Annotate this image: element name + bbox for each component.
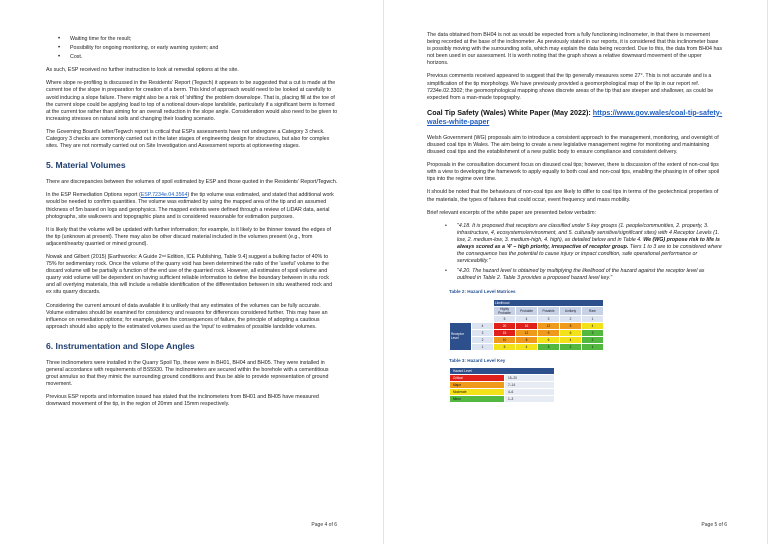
superscript: nd [161,253,166,258]
receptor-value: 4 [472,322,494,329]
report-link[interactable]: ESP.7234e.04.3564 [140,192,188,199]
key-range: 7–14 [505,381,555,388]
table-row [450,367,555,374]
matrix-cell: 3 [538,343,560,350]
table-cell [472,315,494,322]
white-paper-link[interactable]: https://www.gov.wales/coal-tip-safety-wales-white-paper [427,107,723,127]
heading-text: Coal Tip Safety (Wales) White Paper (May 2022): [427,107,593,117]
receptor-level-header: Receptor Level [450,322,472,350]
paragraph-governing: The Governing Board's letter/Tegwch report is critical that ESPs assessments have not undergone a Category 3 check. Category 3 checks are commonly carried out in the later stages of engineering design for structures, but also for complex sites. They are not normally carried out on Site Investigation and Assessment reports at optioneering stages. [46,128,330,150]
matrix-cell: 2 [560,343,582,350]
matrix-cell: 4 [560,336,582,343]
receptor-value: 1 [472,343,494,350]
matrix-cell: 3 [582,329,604,336]
list-item: • "4.20. The hazard level is obtained by multiplying the likelihood of the hazard against the receptor level as outlined in Table 2. Table 3 provides a proposed hazard level key." [445,268,723,282]
matrix-cell: 15 [494,329,516,336]
paragraph-proposals: Proposals in the consultation document focus on disused coal tips; however, there is discussion of the extent of non-coal tips with a view to developing the framework to apply equally to both coal and non-coal tips, enabling the phasing in of other spoil tips into the regime over time. [427,162,720,183]
table-cell [472,306,494,315]
column-header: Rare [582,306,604,315]
text-span: "4.18. It is proposed that receptors are classified under 5 key groups (1. people/communities, 2. property, 3. infrastructure, 4, ecosystems/environment, and 5. culturally sensitive/significant sites) with 4 Receptor Levels (1. low, 2. medium-low, 3. medium-high, 4. high), as detailed below and in Table 4. [457,222,720,243]
table-cell [450,299,472,306]
matrix-cell: 5 [494,343,516,350]
column-value: 2 [560,315,582,322]
matrix-cell: 9 [538,329,560,336]
matrix-cell: 8 [560,322,582,329]
table-cell [472,299,494,306]
table-row [450,306,604,315]
paragraph-wg: Welsh Government (WG) proposals aim to introduce a consistent approach to the management, monitoring, and oversight of disused coal tips in Wales. The aim being to create a new legislative management regime for monitoring and maintaining disused coal tips and the establishment of a new public body to ensure compliance and consistent delivery. [427,134,719,156]
hazard-tables-figure [449,288,649,402]
page-5 [384,0,768,544]
table-cell [450,315,472,322]
column-header: Highly Probable [494,306,516,315]
likelihood-header: Likelihood [494,299,604,306]
heading-instrumentation: 6. Instrumentation and Slope Angles [46,340,195,351]
text-span: Tiers 1 to 3 are to be considered where the consequence has the potential to cause injury or impact condition, safe operational performance or serviceability." [457,243,722,265]
table-row [450,315,604,322]
text-span: ) the tip volume was estimated, and stated that additional work would be needed to confirm quantities. The volume was estimated by using the mapped area of the tip and an assumed thickness of 5m based on logs and geophysics. The mapped extents were defined through a review of LiDAR data, aerial photographs, site walkovers and topographic plans and is considered reasonable for estimation purposes. [46,192,334,220]
matrix-cell: 8 [516,336,538,343]
text-span: Nowak and Gilbert (2015) [Earthworks: A Guide 2 [46,253,162,260]
paragraph-brief: Brief relevant excerpts of the white paper are presented below verbatim: [427,209,597,216]
text-span: Edition, ICE Publishing, Table 9.4] suggest a bulking factor of 40% to 75% for sedimentary rock. Once the volume of the quarry void has been determined the ratio of the 'useful' volume to the discard volume will be partially a function of the end use of the quarried rock. However, all estimates of spoil volume and quarry void volume will be dependent on having sufficient reliable information to define the boundary between in situ rock and all overlying materials, this will include a reliable identification of the differentiation between in situ weathered rock and ex situ quarry discards. [46,253,333,296]
text-span: In the ESP Remediation Options report ( [46,192,141,199]
page-number: Page 5 of 6 [701,522,727,528]
list-item [445,223,723,266]
text-bold: We (WG) propose risk to life is always scored as a '4' – high priority, irrespective of receptor group. [457,236,720,250]
list-item: • Cost. [60,54,339,61]
excerpt-list [445,223,723,283]
receptor-value: 3 [472,329,494,336]
paragraph-discrepancies: There are discrepancies between the volumes of spoil estimated by ESP and those quoted in the Residents' Report/Tegwch. [46,179,338,186]
key-range: 1–3 [505,395,555,402]
column-header: Unlikely [560,306,582,315]
key-range: 4–6 [505,388,555,395]
table-row [450,322,604,329]
table-row [450,374,555,381]
column-value: 1 [582,315,604,322]
key-header: Hazard Level [450,367,555,374]
heading-material-volumes: 5. Material Volumes [46,160,126,171]
paragraph-remediation [46,192,339,220]
table-row [450,395,555,402]
paragraph-comments: Previous comments received appeared to suggest that the tip generally measures some 27°. This is not accurate and is a simplification of the tip morphology. We have previously provided a geomorphological map of the tip in our report ref. 7234e.02.3302; the geomorphological mapping shows discrete areas of the tip that are steeper and shallower, as could be expected from a man-made topography. [427,73,714,101]
key-range: 15–20 [505,374,555,381]
matrix-cell: 1 [582,343,604,350]
matrix-cell: 16 [516,322,538,329]
paragraph-nowak [46,254,339,297]
paragraph-likely: It is likely that the volume will be updated with further information; for example, is it likely to be thinner toward the edges of the tip (unknown at present). There may also be other discard material included in the volumes present (e.g., from adjacent/nearby quarried or mined ground). [46,226,331,247]
matrix-cell: 4 [582,322,604,329]
paragraph-inclinometers: Three inclinometers were installed in the Quarry Spoil Tip, these were in BH01, BH04 and BH05. They were installed in general accordance with requirements of BS5930. The inclinometers are secured within the borehole with a cementitious grout annulus so that they mimic the surrounding ground conditions and thus be able to provide representation of ground movement. [46,359,329,388]
page-number: Page 4 of 6 [311,522,337,528]
table-row [450,388,555,395]
matrix-cell: 10 [494,336,516,343]
column-value: 4 [516,315,538,322]
paragraph-considering: Considering the current amount of data available it is unlikely that any estimates of the volumes can be fully accurate. Volume estimates should be examined for consistency and reasons for differences considered further. This may have an influence on remediation options; for example, given the consequences of failure, the principle of adopting a cautious approach should also apply to the estimated volumes used as the 'input' to estimates of possible landslide volumes. [46,302,328,330]
paragraph-behaviours: It should be noted that the behaviours of non-coal tips are likely to differ to coal tips in terms of the geotechnical properties of the materials, the types of failures that could occur, event frequency and mass mobility. [427,189,719,203]
key-label: Critical [450,374,505,381]
list-item: • Waiting time for the result; [60,36,339,43]
matrix-cell: 12 [516,329,538,336]
key-label: Moderate [450,388,505,395]
table-cell [450,306,472,315]
matrix-cell: 4 [516,343,538,350]
list-item: • Possibility for ongoing monitoring, or early warning system; and [60,45,339,52]
paragraph-bh04: The data obtained from BH04 is not as would be expected from a fully functioning inclinometer, in that there is movement being recorded at the base of the inclinometer. As previously stated in our reports, it is considered that this inclinometer base is possibly moving with the surrounding soils, which may explain the data being recorded. Due to this, the data from BH04 has not been used in our assessment. It is worth noting that the graph shows a relative downward movement of the upper horizons. [427,32,723,67]
column-header: Probable [516,306,538,315]
paragraph-received: As such, ESP received no further instruction to look at remedial options at the site. [46,67,239,74]
matrix-cell: 12 [538,322,560,329]
page-4-content [46,36,339,414]
receptor-value: 2 [472,336,494,343]
page-5-content [427,32,723,403]
table-row [450,336,604,343]
matrix-cell: 6 [538,336,560,343]
column-value: 3 [538,315,560,322]
key-label: Minor [450,395,505,402]
heading-white-paper [427,108,723,127]
table-row [450,343,604,350]
table3-title: Table 3: Hazard Level Key [449,357,506,363]
matrix-cell: 2 [582,336,604,343]
column-header: Possible [538,306,560,315]
matrix-cell: 20 [494,322,516,329]
paragraph-previous: Previous ESP reports and information issued has stated that the inclinometers from BH01 and BH05 have measured downward movement of the tip, in the region of 20mm and 15mm respectively. [46,394,319,408]
paragraph-reprofiling: Where slope re-profiling is discussed in the Residents' Report (Tegwch) it appears to be suggested that a cut is made at the current toe of the slope in preparation for creation of a berm. This kind of approach would need to be looked at carefully to avoid inducing a slope failure. There might also be a risk of 'shifting' the problem downslope. That is, placing fill at the toe of the current slope could be applying load to top of a notional down-slope landslide, particularly if a significant berm is formed at the current toe rather than aiming for an overall reduction in the slope angle. Consideration would also need to be given to increasing stresses on natural soils and changing their loading scenario. [46,80,338,122]
hazard-level-key [449,367,555,403]
table2-title: Table 2: Hazard Level Matrices [449,289,516,295]
column-value: 5 [494,315,516,322]
table-row [450,381,555,388]
key-label: Major [450,381,505,388]
matrix-cell: 6 [560,329,582,336]
table-row [450,329,604,336]
considerations-list [60,36,339,61]
table-row [450,299,604,306]
hazard-level-matrix [449,299,604,351]
